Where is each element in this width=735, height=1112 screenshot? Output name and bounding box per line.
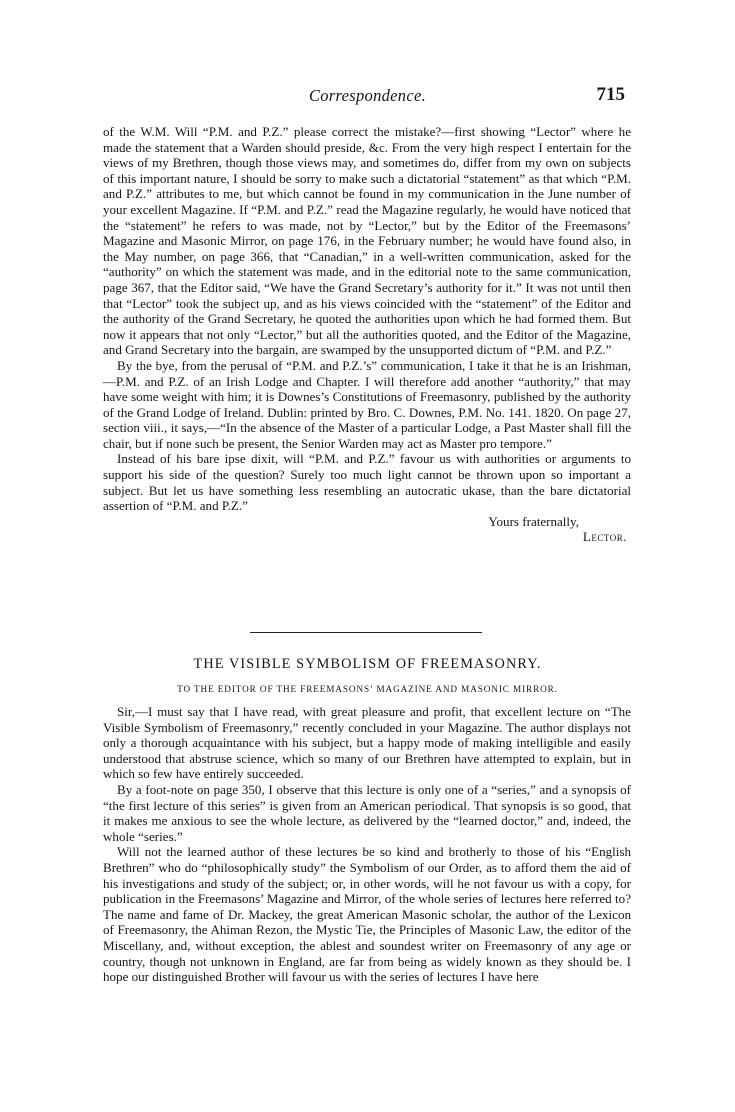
- signature-block: [103, 514, 631, 546]
- article-title: THE VISIBLE SYMBOLISM OF FREEMASONRY.: [193, 656, 542, 672]
- lector-letter: [103, 124, 631, 546]
- section-name: Correspondence.: [308, 86, 427, 105]
- closing: Yours fraternally,: [488, 513, 579, 529]
- page-number: 715: [596, 84, 625, 105]
- addressee-line: TO THE EDITOR OF THE FREEMASONS’ MAGAZINE AND MASONIC MIRROR.: [177, 684, 558, 694]
- lector-paragraph-2: By the bye, from the perusal of “P.M. and P.Z.’s” communication, I take it that he is an Irishman,—P.M. and P.Z. of an Irish Lodge and Chapter. I will therefore add another “authority,” that may have some weight with him; it is Downes’s Constitutions of Freemasonry, published by the authority of the Grand Lodge of Ireland. Dublin: printed by Bro. C. Downes, P.M. No. 141. 1820. On page 27, section viii., it says,—“In the absence of the Master of a particular Lodge, a Past Master shall fill the chair, but if none such be present, the Senior Warden may act as Master pro tempore.”: [103, 357, 631, 451]
- symbolism-letter: [103, 704, 631, 985]
- section-divider: [250, 632, 482, 633]
- symbolism-paragraph-1: Sir,—I must say that I have read, with great pleasure and profit, that excellent lecture on “The Visible Symbolism of Freemasonry,” recently concluded in your Magazine. The author displays not only a thorough acquaintance with his subject, but a happy mode of making intelligible and easily understood that abstruse science, which so many of our Brethren have attempted to explain, but in which so few have entirely succeeded.: [103, 704, 631, 782]
- lector-paragraph-3: Instead of his bare ipse dixit, will “P.M. and P.Z.” favour us with authorities or arguments to support his side of the question? Surely too much light cannot be thrown upon so important a subject. But let us have something less resembling an autocratic ukase, than the bare dictatorial assertion of “P.M. and P.Z.”: [103, 451, 631, 514]
- running-head: [0, 86, 735, 112]
- lector-paragraph-1: of the W.M. Will “P.M. and P.Z.” please correct the mistake?—first showing “Lector” where he made the statement that a Warden should preside, &c. From the very high respect I entertain for the views of my Brethren, though those views may, and sometimes do, differ from my own on subjects of this important nature, I should be sorry to make such a dictatorial “statement” as that which “P.M. and P.Z.” attributes to me, but which cannot be found in my communication in the June number of your excellent Magazine. If “P.M. and P.Z.” read the Magazine regularly, he would have noticed that the “statement” he refers to was made, not by “Lector,” but by the Editor of the Freemasons’ Magazine and Masonic Mirror, on page 176, in the February number; he would have found also, in the May number, on page 366, that “Canadian,” in a well-written communication, asked for the “authority” on which the statement was made, and in the editorial note to the same communication, page 367, that the Editor said, “We have the Grand Secretary’s authority for it.” It was not until then that “Lector” took the subject up, and as his views coincided with the “statement” of the Editor and the authority of the Grand Secretary, he quoted the authorities upon which he had formed them. But now it appears that not only “Lector,” but all the authorities quoted, and the Editor of the Magazine, and Grand Secretary into the bargain, are swamped by the unsupported dictum of “P.M. and P.Z.”: [103, 124, 631, 358]
- symbolism-paragraph-2: By a foot-note on page 350, I observe that this lecture is only one of a “series,” and a synopsis of “the first lecture of this series” is given from an American periodical. That synopsis is so good, that it makes me anxious to see the whole lecture, as delivered by the “learned doctor,” and, indeed, the whole “series.”: [103, 781, 631, 844]
- signature: Lector.: [582, 529, 627, 545]
- symbolism-paragraph-3: Will not the learned author of these lectures be so kind and brotherly to those of his “English Brethren” who do “philosophically study” the Symbolism of our Order, as to afford them the aid of his investigations and study of the subject; or, in other words, will he not favour us with a copy, for publication in the Freemasons’ Magazine and Mirror, of the whole series of lectures here referred to? The name and fame of Dr. Mackey, the great American Masonic scholar, the author of the Lexicon of Freemasonry, the Ahiman Rezon, the Mystic Tie, the Principles of Masonic Law, the editor of the Miscellany, and, without exception, the ablest and soundest writer on Freemasonry of any age or country, though not unknown in England, are far from being as widely known as they should be. I hope our distinguished Brother will favour us with the series of lectures I have here: [103, 844, 631, 985]
